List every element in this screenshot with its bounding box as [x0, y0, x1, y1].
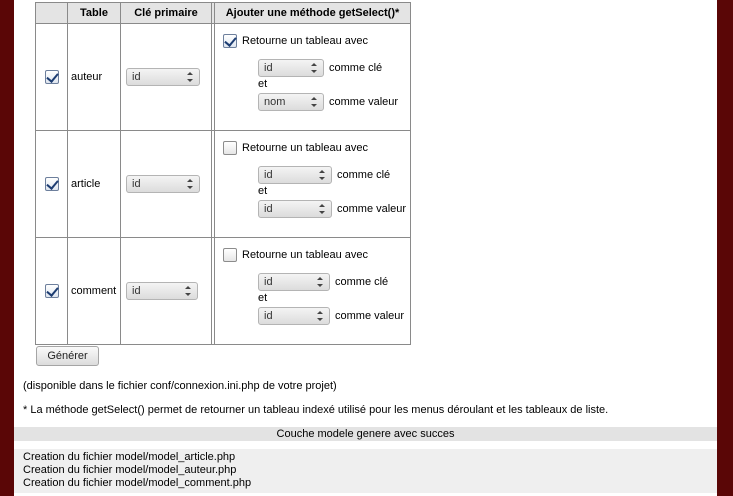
select-arrows-icon	[319, 169, 326, 181]
primary-key-cell	[121, 238, 212, 345]
select-arrows-icon	[311, 62, 318, 74]
method-cell	[215, 238, 411, 345]
value-select[interactable]	[258, 200, 332, 218]
table-row	[36, 131, 411, 238]
value-suffix: comme valeur	[329, 95, 399, 108]
key-select-value: id	[264, 168, 273, 181]
log-panel	[14, 449, 717, 493]
table-row	[36, 24, 411, 131]
method-label: Retourne un tableau avec	[242, 142, 368, 154]
value-select[interactable]	[258, 93, 324, 111]
and-label: et	[258, 78, 268, 90]
primary-key-value: id	[132, 285, 141, 297]
header-select	[36, 3, 68, 24]
header-table: Table	[68, 3, 121, 24]
primary-key-cell	[121, 24, 212, 131]
log-line: Creation du fichier model/model_auteur.php	[23, 464, 237, 476]
table-name: comment	[68, 238, 121, 345]
primary-key-cell	[121, 131, 212, 238]
method-label: Retourne un tableau avec	[242, 35, 368, 47]
value-select-value: id	[264, 309, 273, 322]
key-select-value: id	[264, 61, 273, 74]
and-label: et	[258, 185, 268, 197]
primary-key-value: id	[132, 178, 141, 190]
value-select-value: id	[264, 202, 273, 215]
footnote: * La méthode getSelect() permet de retourner un tableau indexé utilisé pour les menus déroulant et les tableaux de liste.	[23, 404, 609, 416]
method-label: Retourne un tableau avec	[242, 249, 368, 261]
method-checkbox[interactable]	[223, 34, 237, 48]
primary-key-select[interactable]	[126, 175, 200, 193]
method-checkbox[interactable]	[223, 248, 237, 262]
generate-button[interactable]: Générer	[36, 346, 99, 366]
key-select-value: id	[264, 275, 273, 288]
method-cell	[215, 24, 411, 131]
select-arrows-icon	[317, 276, 324, 288]
status-message: Couche modele genere avec succes	[14, 427, 717, 441]
method-checkbox[interactable]	[223, 141, 237, 155]
log-line: Creation du fichier model/model_comment.php	[23, 477, 252, 489]
select-arrows-icon	[187, 71, 194, 83]
value-select[interactable]	[258, 307, 330, 325]
select-arrows-icon	[319, 203, 326, 215]
row-select-checkbox[interactable]	[45, 177, 59, 191]
tables-grid	[35, 2, 411, 345]
select-arrows-icon	[185, 285, 192, 297]
header-primary-key: Clé primaire	[121, 3, 212, 24]
select-arrows-icon	[311, 96, 318, 108]
log-line: Creation du fichier model/model_article.php	[23, 451, 236, 463]
primary-key-select[interactable]	[126, 282, 198, 300]
row-select-cell	[36, 131, 68, 238]
key-select[interactable]	[258, 166, 332, 184]
key-suffix: comme clé	[337, 168, 391, 181]
method-cell	[215, 131, 411, 238]
table-name: article	[68, 131, 121, 238]
row-select-cell	[36, 238, 68, 345]
page-content	[14, 0, 717, 496]
key-select[interactable]	[258, 59, 324, 77]
row-select-checkbox[interactable]	[45, 284, 59, 298]
primary-key-value: id	[132, 71, 141, 83]
and-label: et	[258, 292, 268, 304]
select-arrows-icon	[317, 310, 324, 322]
value-suffix: comme valeur	[335, 309, 405, 322]
grid-header-row	[36, 3, 411, 24]
select-arrows-icon	[187, 178, 194, 190]
row-select-cell	[36, 24, 68, 131]
value-suffix: comme valeur	[337, 202, 407, 215]
availability-note: (disponible dans le fichier conf/connexion.ini.php de votre projet)	[23, 380, 337, 392]
table-row	[36, 238, 411, 345]
right-frame	[717, 0, 733, 496]
row-select-checkbox[interactable]	[45, 70, 59, 84]
key-select[interactable]	[258, 273, 330, 291]
key-suffix: comme clé	[335, 275, 389, 288]
left-frame	[0, 0, 14, 496]
primary-key-select[interactable]	[126, 68, 200, 86]
table-name: auteur	[68, 24, 121, 131]
key-suffix: comme clé	[329, 61, 383, 74]
value-select-value: nom	[264, 95, 286, 108]
header-method: Ajouter une méthode getSelect()*	[215, 3, 411, 24]
